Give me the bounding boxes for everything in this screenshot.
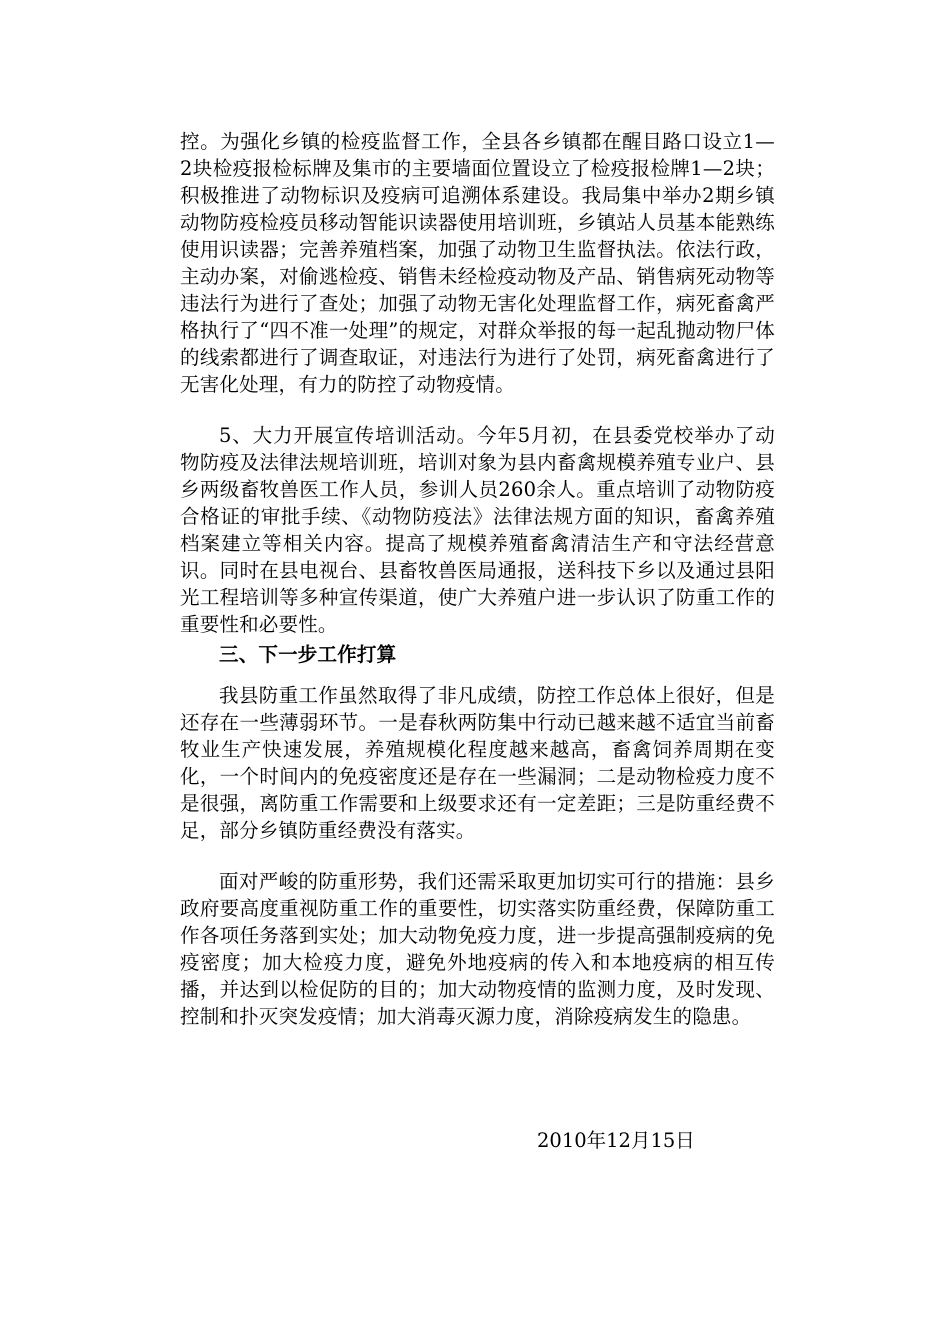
paragraph-publicity-training: 5、大力开展宣传培训活动。今年5月初，在县委党校举办了动物防疫及法律法规培训班，培训对象为县内畜禽规模养殖专业户、县乡两级畜牧兽医工作人员，参训人员260余人。重点培训了动物防疫合格证的审批手续、《动物防疫法》法律法规方面的知识，畜禽养殖档案建立等相关内容。提高了规模养殖畜禽清洁生产和守法经营意识。同时在县电视台、县畜牧兽医局通报，送科技下乡以及通过县阳光工程培训等多种宣传渠道，使广大养殖户进一步认识了防重工作的重要性和必要性。 (180, 424, 775, 636)
paragraph-weak-links: 我县防重工作虽然取得了非凡成绩，防控工作总体上很好，但是还存在一些薄弱环节。一是春秋两防集中行动已越来越不适宜当前畜牧业生产快速发展，养殖规模化程度越来越高，畜禽饲养周期在变化，一个时间内的免疫密度还是存在一些漏洞；二是动物检疫力度不是很强，离防重工作需要和上级要求还有一定差距；三是防重经费不足，部分乡镇防重经费没有落实。 (180, 684, 775, 842)
document-body (180, 128, 775, 1030)
section-heading-next-steps: 三、下一步工作打算 (219, 643, 397, 666)
paragraph-inspection-supervision: 控。为强化乡镇的检疫监督工作，全县各乡镇都在醒目路口设立1—2块检疫报检标牌及集市的主要墙面位置设立了检疫报检牌1—2块；积极推进了动物标识及疫病可追溯体系建设。我局集中举办2期乡镇动物防疫检疫员移动智能识读器使用培训班，乡镇站人员基本能熟练使用识读器；完善养殖档案，加强了动物卫生监督执法。依法行政，主动办案，对偷逃检疫、销售未经检疫动物及产品、销售病死动物等违法行为进行了查处；加强了动物无害化处理监督工作，病死畜禽严格执行了“四不准一处理”的规定，对群众举报的每一起乱抛动物尸体的线索都进行了调查取证，对违法行为进行了处罚，病死畜禽进行了无害化处理，有力的防控了动物疫情。 (180, 130, 775, 396)
paragraph-measures: 面对严峻的防重形势，我们还需采取更加切实可行的措施：县乡政府要高度重视防重工作的重要性，切实落实防重经费，保障防重工作各项任务落到实处；加大动物免疫力度，进一步提高强制疫病的免疫密度；加大检疫力度，避免外地疫病的传入和本地疫病的相互传播，并达到以检促防的目的；加大动物疫情的监测力度，及时发现、控制和扑灭突发疫情；加大消毒灭源力度，消除疫病发生的隐患。 (180, 870, 775, 1028)
document-date: 2010年12月15日 (537, 1129, 695, 1152)
